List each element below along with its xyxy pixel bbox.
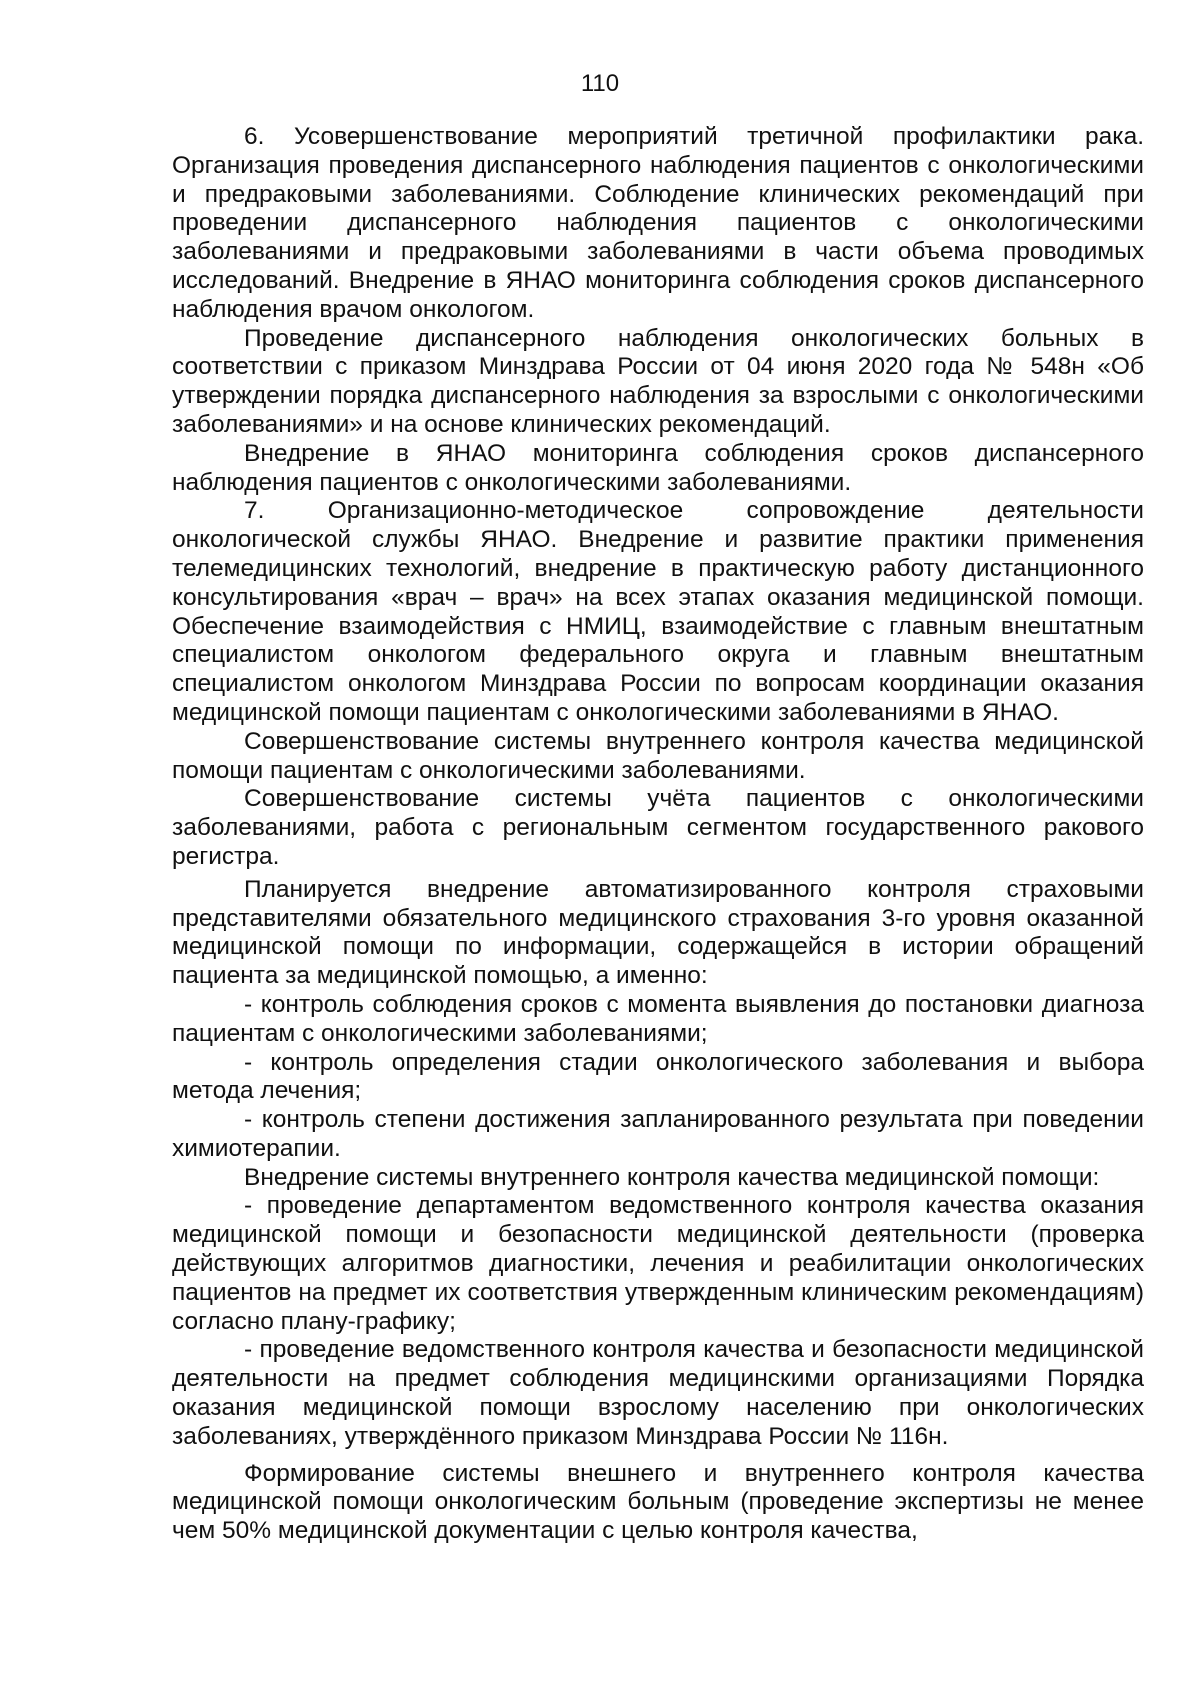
list-item-diagnosis-timing: - контроль соблюдения сроков с момента выявления до постановки диагноза пациентам с онкологическими заболеваниями;	[172, 990, 1144, 1047]
page-number: 110	[580, 70, 620, 97]
paragraph-internal-control-implementation: Внедрение системы внутреннего контроля качества медицинской помощи:	[244, 1163, 1100, 1191]
document-body	[172, 123, 1144, 1546]
list-item-stage-determination: - контроль определения стадии онкологического заболевания и выбора метода лечения;	[172, 1048, 1144, 1105]
paragraph-internal-quality-control: Совершенствование системы внутреннего контроля качества медицинской помощи пациентам с онкологическими заболеваниями.	[172, 727, 1144, 784]
paragraph-monitoring-implementation: Внедрение в ЯНАО мониторинга соблюдения сроков диспансерного наблюдения пациентов с онкологическими заболеваниями.	[172, 439, 1144, 496]
paragraph-patient-registry: Совершенствование системы учёта пациентов с онкологическими заболеваниями, работа с региональным сегментом государственного ракового регистра.	[172, 785, 1144, 870]
list-item-departmental-control: - проведение департаментом ведомственного контроля качества оказания медицинской помощи и безопасности медицинской деятельности (проверка действующих алгоритмов диагностики, лечения и реабилитации онкологических пациентов на предмет их соответствия утвержденным клиническим рекомендациям) согласно плану-графику;	[172, 1192, 1144, 1335]
paragraph-automated-control-plan: Планируется внедрение автоматизированного контроля страховыми представителями обязательного медицинского страхования 3-го уровня оказанной медицинской помощи по информации, содержащейся в истории обращений пациента за медицинской помощью, а именно:	[172, 875, 1144, 990]
paragraph-item-6-tertiary-prevention: 6. Усовершенствование мероприятий третичной профилактики рака. Организация проведения диспансерного наблюдения пациентов с онкологическими и предраковыми заболеваниями. Соблюдение клинических рекомендаций при проведении диспансерного наблюдения пациентов с онкологическими заболеваниями и предраковыми заболеваниями в части объема проводимых исследований. Внедрение в ЯНАО мониторинга соблюдения сроков диспансерного наблюдения врачом онкологом.	[172, 123, 1144, 323]
list-item-chemotherapy-result: - контроль степени достижения запланированного результата при поведении химиотерапии.	[172, 1106, 1144, 1162]
paragraph-dispensary-observation: Проведение диспансерного наблюдения онкологических больных в соответствии с приказом Минздрава России от 04 июня 2020 года № 548н «Об утверждении порядка диспансерного наблюдения за взрослыми с онкологическими заболеваниями» и на основе клинических рекомендаций.	[172, 324, 1144, 438]
paragraph-external-internal-control: Формирование системы внешнего и внутреннего контроля качества медицинской помощи онкологическим больным (проведение экспертизы не менее чем 50% медицинской документации с целью контроля качества,	[172, 1459, 1144, 1545]
list-item-order-compliance: - проведение ведомственного контроля качества и безопасности медицинской деятельности на предмет соблюдения медицинскими организациями Порядка оказания медицинской помощи взрослому населению при онкологических заболеваниях, утверждённого приказом Минздрава России № 116н.	[172, 1336, 1144, 1450]
paragraph-item-7-methodological-support: 7. Организационно-методическое сопровождение деятельности онкологической службы ЯНАО. Внедрение и развитие практики применения телемедицинских технологий, внедрение в практическую работу дистанционного консультирования «врач – врач» на всех этапах оказания медицинской помощи. Обеспечение взаимодействия с НМИЦ, взаимодействие с главным внештатным специалистом онкологом федерального округа и главным внештатным специалистом онкологом Минздрава России по вопросам координации оказания медицинской помощи пациентам с онкологическими заболеваниями в ЯНАО.	[172, 497, 1144, 726]
